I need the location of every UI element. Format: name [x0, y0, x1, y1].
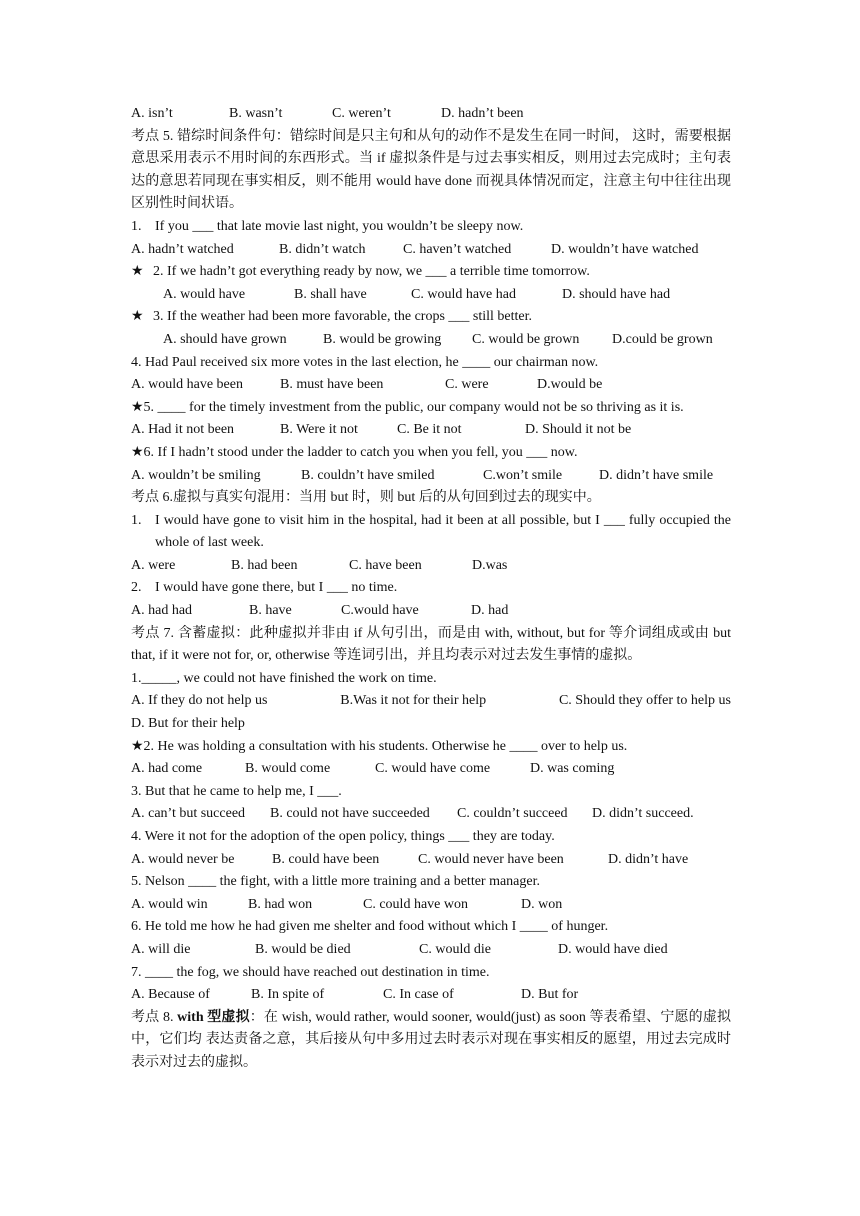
option: B. could not have succeeded: [270, 806, 430, 822]
option: C.won’t smile: [483, 467, 563, 483]
option: A. had had: [131, 603, 193, 619]
option: B. would be died: [255, 941, 351, 957]
option: A. were: [131, 557, 176, 573]
options-row: [131, 239, 731, 262]
option: C. Be it not: [397, 422, 462, 438]
option: A. can’t but succeed: [131, 806, 246, 822]
options-row: [131, 374, 731, 397]
option: C. would have had: [411, 286, 516, 302]
question: 1. If you ___ that late movie last night, you wouldn’t be sleepy now.: [131, 218, 524, 234]
question: 3. But that he came to help me, I ___.: [131, 783, 342, 799]
option: D. didn’t have smile: [599, 467, 714, 483]
question: ★2. He was holding a consultation with his students. Otherwise he ____ over to help us.: [131, 738, 628, 754]
options-row: [131, 465, 731, 488]
option: C. Should they offer to help us: [558, 693, 731, 709]
option: C.would have: [341, 603, 419, 619]
option: D. would have died: [558, 941, 668, 957]
option: D.was: [472, 557, 508, 573]
option: D. didn’t succeed.: [592, 806, 694, 822]
option: B. Were it not: [280, 422, 358, 438]
question: ★6. If I hadn’t stood under the ladder to catch you when you fell, you ___ now.: [131, 444, 578, 460]
options-row: [131, 284, 731, 307]
options-row: [131, 939, 731, 962]
options-row: [131, 419, 731, 442]
option: B. had been: [231, 557, 298, 573]
question: ★ 3. If the weather had been more favorable, the crops ___ still better.: [131, 306, 731, 329]
options-row: [131, 803, 731, 826]
question: ★5. ____ for the timely investment from the public, our company would not be so thriving as it is.: [131, 399, 684, 415]
options-row: [131, 103, 731, 126]
option: B. would be growing: [323, 331, 442, 347]
option: C. haven’t watched: [403, 241, 512, 257]
option: D. But for: [521, 987, 579, 1003]
star-icon: ★: [131, 309, 144, 325]
option: D. had: [471, 603, 509, 619]
option: A. hadn’t watched: [131, 241, 234, 257]
question: 4. Had Paul received six more votes in the last election, he ____ our chairman now.: [131, 354, 599, 370]
options-row: [131, 984, 731, 1007]
option: D.would be: [537, 377, 603, 393]
option: C. could have won: [363, 896, 468, 912]
option: B. wasn’t: [229, 106, 283, 121]
question: 1. I would have gone to visit him in the hospital, had it been at all possible, but I ___ fully occupied the whole of last week.: [131, 512, 731, 551]
option: A. wouldn’t be smiling: [131, 467, 261, 483]
option: D.could be grown: [612, 331, 713, 347]
document-page: [131, 103, 731, 1075]
star-icon: ★: [131, 264, 144, 280]
option: C. would die: [419, 941, 491, 957]
option: B. shall have: [294, 286, 367, 302]
option: C. In case of: [383, 987, 454, 1003]
option: D. Should it not be: [525, 422, 632, 438]
section-heading-k8: 考点 8. with 型虚拟：在 wish, would rather, would sooner, would(just) as soon 等表希望、宁愿的虚拟中，它们均 表达责备之意，其后接从句中多用过去时表示对现在事实相反的愿望，用过去完成时表示对过去的虚拟。: [131, 1009, 731, 1070]
question: 4. Were it not for the adoption of the open policy, things ___ they are today.: [131, 829, 555, 844]
option: A. Had it not been: [131, 422, 235, 438]
option: A. would never be: [131, 851, 235, 867]
option: A. had come: [131, 761, 203, 777]
options-row: [131, 329, 731, 352]
options-row: [131, 849, 731, 872]
option: A. would have been: [131, 377, 243, 393]
option: A. would have: [163, 286, 246, 302]
option: D. But for their help: [131, 716, 245, 732]
option: C. would be grown: [472, 331, 580, 347]
options-row: [131, 758, 731, 781]
option: C. have been: [349, 557, 422, 573]
option: A. If they do not help us: [131, 693, 268, 709]
section-heading-k6: 考点 6.虚拟与真实句混用：当用 but 时，则 but 后的从句回到过去的现实中。: [131, 490, 601, 506]
option: D. wouldn’t have watched: [551, 241, 699, 257]
options-row: [131, 555, 731, 578]
option: D. should have had: [562, 286, 671, 302]
option: D. didn’t have: [608, 851, 689, 867]
option: B. could have been: [272, 851, 380, 867]
question: ★ 2. If we hadn’t got everything ready by now, we ___ a terrible time tomorrow.: [131, 261, 731, 284]
option: B. In spite of: [251, 987, 325, 1003]
options-row: [131, 894, 731, 917]
option: B. didn’t watch: [279, 241, 366, 257]
option: C. would have come: [375, 761, 491, 777]
option: C. weren’t: [332, 106, 391, 121]
option: B. couldn’t have smiled: [301, 467, 435, 483]
question: 2. I would have gone there, but I ___ no time.: [131, 580, 398, 596]
section-heading-k5: 考点 5. 错综时间条件句：错综时间是只主句和从句的动作不是发生在同一时间， 这时，需要根据意思采用表示不用时间的东西形式。当 if 虚拟条件是与过去事实相反，则用过去完成时；主句表达的意思若同现在事实相反，则不能用 would have done 而视具体情况而定，注意主句中往往出现区别性时间状语。: [131, 128, 731, 212]
options-row: [131, 690, 731, 713]
option: A. isn’t: [131, 106, 173, 121]
option: D. was coming: [530, 761, 615, 777]
option: A. should have grown: [163, 331, 287, 347]
question: 5. Nelson ____ the fight, with a little more training and a better manager.: [131, 874, 541, 890]
option: B. had won: [248, 896, 313, 912]
option: A. Because of: [131, 987, 210, 1003]
question: 1._____, we could not have finished the work on time.: [131, 670, 437, 686]
option: B. must have been: [280, 377, 384, 393]
section-heading-k7: 考点 7. 含蓄虚拟：此种虚拟并非由 if 从句引出，而是由 with, without, but for 等介词组成或由 but that, if it were not for, or, otherwise 等连词引出，并且均表示对过去发生事情的虚拟。: [131, 625, 731, 664]
option: C. would never have been: [418, 851, 564, 867]
option: C. couldn’t succeed: [457, 806, 568, 822]
option: D. won: [521, 896, 563, 912]
option: A. would win: [131, 896, 208, 912]
question: 6. He told me how he had given me shelter and food without which I ____ of hunger.: [131, 919, 609, 935]
question: 7. ____ the fog, we should have reached out destination in time.: [131, 964, 490, 980]
option: C. were: [445, 377, 489, 393]
option: D. hadn’t been: [441, 106, 524, 121]
option: B. would come: [245, 761, 331, 777]
options-row: [131, 600, 731, 623]
option: B. have: [249, 603, 292, 619]
option: A. will die: [131, 941, 191, 957]
option: B.Was it not for their help: [340, 693, 487, 709]
